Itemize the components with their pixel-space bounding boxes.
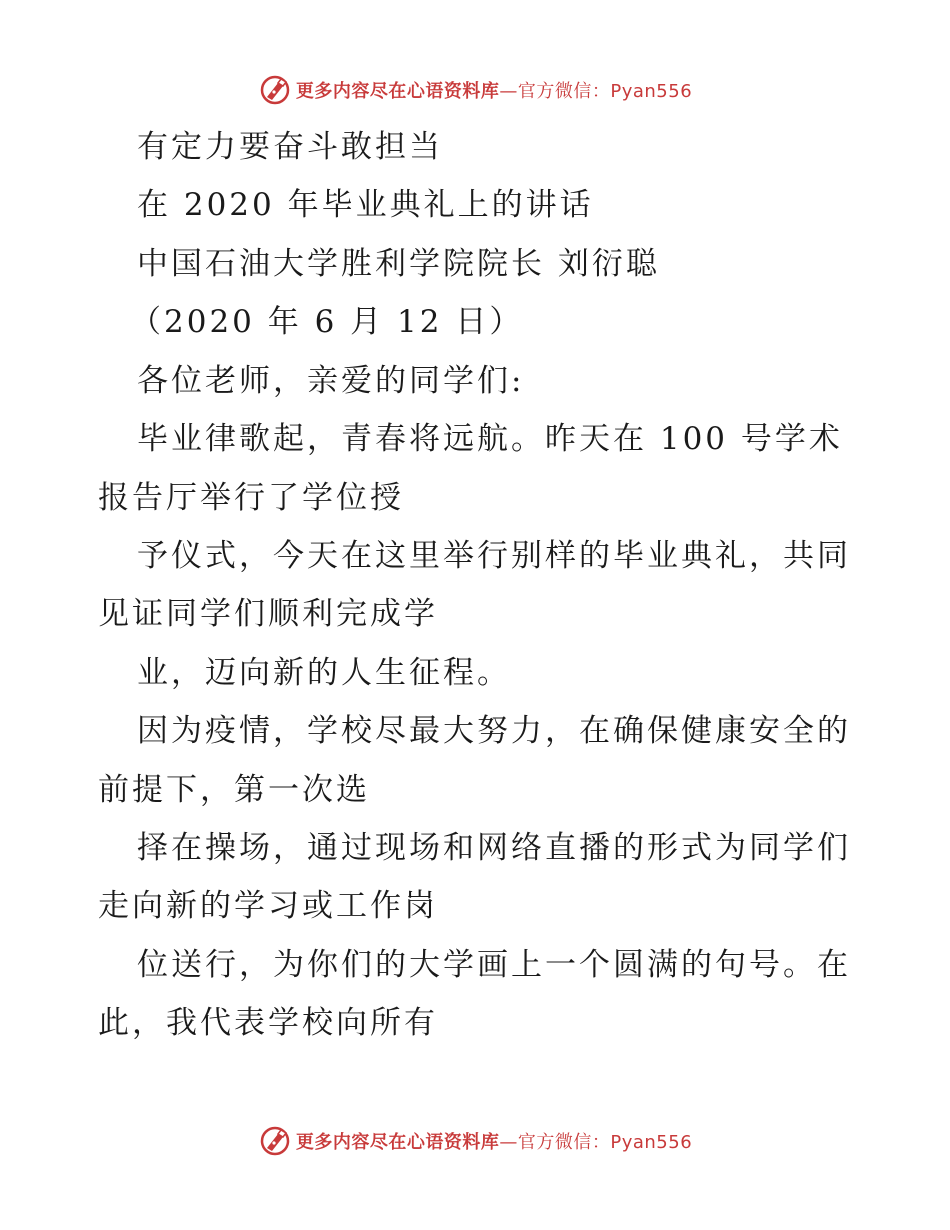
paragraph-line: 见证同学们顺利完成学 <box>98 596 438 632</box>
watermark-contact-text: 官方微信：Pyan556 <box>517 81 693 102</box>
footer-watermark <box>0 1121 950 1161</box>
watermark-contact-text: 官方微信：Pyan556 <box>517 1132 693 1153</box>
paragraph-line: 位送行，为你们的大学画上一个圆满的句号。在 <box>137 947 851 983</box>
pen-nib-logo-icon <box>258 1124 292 1158</box>
paragraph-line: 前提下，第一次选 <box>98 772 370 808</box>
paragraph-line: 此，我代表学校向所有 <box>98 1005 438 1041</box>
paragraph-line: 择在操场，通过现场和网络直播的形式为同学们 <box>137 830 851 866</box>
document-date: （2020 年 6 月 12 日） <box>130 304 524 340</box>
paragraph-line: 走向新的学习或工作岗 <box>98 888 438 924</box>
watermark-main-text: 更多内容尽在心语资料库 <box>295 81 500 102</box>
paragraph-line: 业，迈向新的人生征程。 <box>137 655 511 691</box>
header-watermark <box>0 70 950 110</box>
paragraph-line: 报告厅举行了学位授 <box>98 480 404 516</box>
pen-nib-logo-icon <box>258 73 292 107</box>
paragraph-line: 毕业律歌起，青春将远航。昨天在 100 号学术 <box>137 421 843 457</box>
paragraph-line: 因为疫情，学校尽最大努力，在确保健康安全的 <box>137 713 851 749</box>
document-author: 中国石油大学胜利学院院长 刘衍聪 <box>137 246 660 282</box>
watermark-main-text: 更多内容尽在心语资料库 <box>295 1132 500 1153</box>
watermark-separator: — <box>499 81 518 102</box>
document-subtitle: 在 2020 年毕业典礼上的讲话 <box>137 187 594 223</box>
document-title: 有定力要奋斗敢担当 <box>137 129 443 165</box>
salutation: 各位老师，亲爱的同学们: <box>137 363 525 399</box>
paragraph-line: 予仪式，今天在这里举行别样的毕业典礼，共同 <box>137 538 851 574</box>
watermark-separator: — <box>499 1132 518 1153</box>
